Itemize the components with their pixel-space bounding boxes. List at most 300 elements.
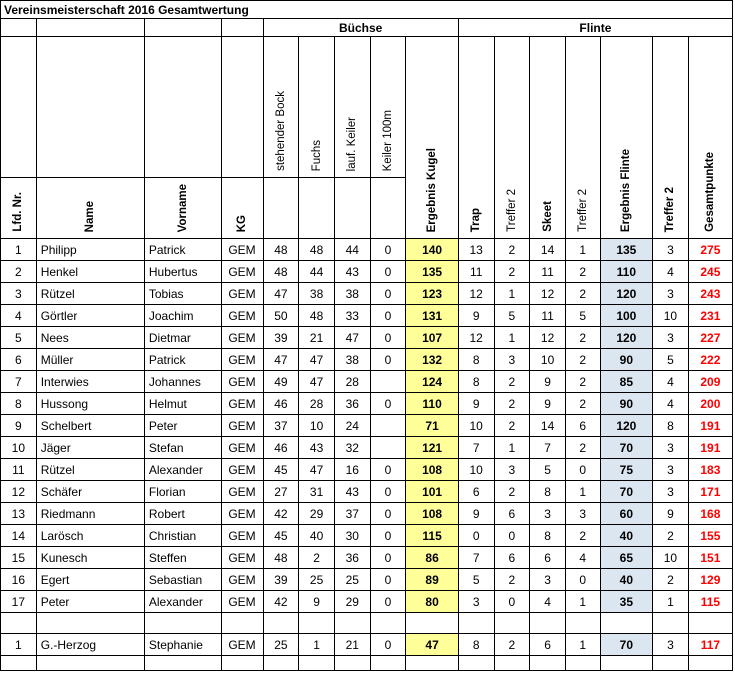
cell-gesamtpunkte: 155 <box>688 525 732 547</box>
header-ergebnis-flinte: Ergebnis Flinte <box>600 37 653 239</box>
cell-name: Jäger <box>36 437 144 459</box>
cell-treffer2-flinte: 3 <box>653 283 689 305</box>
cell-ergebnis-flinte: 40 <box>600 525 653 547</box>
cell-trap: 13 <box>458 239 494 261</box>
cell-treffer2-skeet: 1 <box>565 239 600 261</box>
cell-keiler-100m: 0 <box>370 305 406 327</box>
cell-lfd-nr: 7 <box>1 371 37 393</box>
cell-fuchs: 28 <box>299 393 335 415</box>
cell-ergebnis-flinte: 60 <box>600 503 653 525</box>
cell-lfd-nr: 12 <box>1 481 37 503</box>
cell-gesamtpunkte: 191 <box>688 437 732 459</box>
cell-stehender-bock: 39 <box>263 327 299 349</box>
cell-skeet: 11 <box>530 305 566 327</box>
cell-treffer2-flinte: 10 <box>653 305 689 327</box>
cell-ergebnis-kugel: 131 <box>406 305 459 327</box>
cell-treffer2-trap: 3 <box>494 459 530 481</box>
cell-treffer2-trap: 6 <box>494 547 530 569</box>
header-stehender-bock: stehender Bock <box>263 37 299 178</box>
cell-lauf-keiler: 36 <box>334 547 370 569</box>
cell-treffer2-trap: 1 <box>494 327 530 349</box>
cell-ergebnis-flinte: 65 <box>600 547 653 569</box>
cell-treffer2-skeet: 5 <box>565 305 600 327</box>
cell-ergebnis-kugel: 101 <box>406 481 459 503</box>
cell-ergebnis-kugel: 108 <box>406 503 459 525</box>
cell-treffer2-skeet: 6 <box>565 415 600 437</box>
cell-lauf-keiler: 43 <box>334 481 370 503</box>
table-row <box>1 283 733 305</box>
cell-skeet: 12 <box>530 327 566 349</box>
cell-name: Nees <box>36 327 144 349</box>
cell-ergebnis-kugel: 89 <box>406 569 459 591</box>
cell-treffer2-trap: 3 <box>494 349 530 371</box>
cell-keiler-100m: 0 <box>370 591 406 613</box>
cell-skeet: 6 <box>530 634 566 656</box>
cell-lfd-nr: 6 <box>1 349 37 371</box>
cell-keiler-100m: 0 <box>370 634 406 656</box>
cell-ergebnis-flinte: 120 <box>600 415 653 437</box>
cell-lauf-keiler: 37 <box>334 503 370 525</box>
cell-trap: 9 <box>458 503 494 525</box>
cell-name: Schelbert <box>36 415 144 437</box>
cell-keiler-100m: 0 <box>370 261 406 283</box>
cell-trap: 11 <box>458 261 494 283</box>
cell-stehender-bock: 48 <box>263 547 299 569</box>
cell-gesamtpunkte: 117 <box>688 634 732 656</box>
cell-lfd-nr: 8 <box>1 393 37 415</box>
cell-kg: GEM <box>221 239 263 261</box>
cell-gesamtpunkte: 222 <box>688 349 732 371</box>
cell-treffer2-flinte: 2 <box>653 569 689 591</box>
table-row <box>1 569 733 591</box>
cell-name: Interwies <box>36 371 144 393</box>
cell-keiler-100m: 0 <box>370 525 406 547</box>
cell-trap: 0 <box>458 525 494 547</box>
cell-keiler-100m <box>370 371 406 393</box>
cell-vorname: Helmut <box>144 393 221 415</box>
cell-lfd-nr: 1 <box>1 634 37 656</box>
cell-ergebnis-kugel: 86 <box>406 547 459 569</box>
cell-lfd-nr: 2 <box>1 261 37 283</box>
cell-treffer2-flinte: 3 <box>653 437 689 459</box>
cell-kg: GEM <box>221 481 263 503</box>
cell-stehender-bock: 27 <box>263 481 299 503</box>
cell-vorname: Sebastian <box>144 569 221 591</box>
header-vorname: Vorname <box>144 178 221 239</box>
cell-vorname: Alexander <box>144 459 221 481</box>
cell-treffer2-trap: 2 <box>494 239 530 261</box>
cell-name: Peter <box>36 591 144 613</box>
cell-treffer2-skeet: 2 <box>565 327 600 349</box>
cell-name: Egert <box>36 569 144 591</box>
cell-stehender-bock: 48 <box>263 261 299 283</box>
cell-skeet: 8 <box>530 481 566 503</box>
cell-vorname: Tobias <box>144 283 221 305</box>
cell-fuchs: 40 <box>299 525 335 547</box>
table-row <box>1 261 733 283</box>
cell-kg: GEM <box>221 305 263 327</box>
cell-treffer2-skeet: 2 <box>565 525 600 547</box>
cell-treffer2-flinte: 3 <box>653 481 689 503</box>
cell-stehender-bock: 42 <box>263 591 299 613</box>
cell-treffer2-trap: 2 <box>494 261 530 283</box>
cell-fuchs: 47 <box>299 371 335 393</box>
cell-ergebnis-kugel: 108 <box>406 459 459 481</box>
cell-name: Müller <box>36 349 144 371</box>
cell-gesamtpunkte: 200 <box>688 393 732 415</box>
cell-lfd-nr: 10 <box>1 437 37 459</box>
cell-treffer2-flinte: 9 <box>653 503 689 525</box>
cell-lfd-nr: 11 <box>1 459 37 481</box>
table-row <box>1 415 733 437</box>
cell-treffer2-trap: 2 <box>494 634 530 656</box>
cell-stehender-bock: 47 <box>263 283 299 305</box>
cell-ergebnis-flinte: 120 <box>600 327 653 349</box>
cell-ergebnis-flinte: 110 <box>600 261 653 283</box>
cell-keiler-100m: 0 <box>370 349 406 371</box>
footer-row <box>1 656 733 671</box>
cell-fuchs: 10 <box>299 415 335 437</box>
cell-treffer2-skeet: 2 <box>565 349 600 371</box>
cell-name: Philipp <box>36 239 144 261</box>
header-skeet: Skeet <box>530 37 566 239</box>
cell-lauf-keiler: 36 <box>334 393 370 415</box>
cell-ergebnis-kugel: 121 <box>406 437 459 459</box>
cell-ergebnis-kugel: 115 <box>406 525 459 547</box>
cell-keiler-100m: 0 <box>370 481 406 503</box>
cell-name: Görtler <box>36 305 144 327</box>
cell-stehender-bock: 50 <box>263 305 299 327</box>
cell-treffer2-flinte: 1 <box>653 591 689 613</box>
cell-vorname: Patrick <box>144 239 221 261</box>
cell-lfd-nr: 13 <box>1 503 37 525</box>
cell-treffer2-skeet: 2 <box>565 371 600 393</box>
cell-lfd-nr: 9 <box>1 415 37 437</box>
cell-lauf-keiler: 38 <box>334 349 370 371</box>
cell-kg: GEM <box>221 261 263 283</box>
cell-lauf-keiler: 29 <box>334 591 370 613</box>
cell-lfd-nr: 15 <box>1 547 37 569</box>
table-row <box>1 459 733 481</box>
cell-fuchs: 21 <box>299 327 335 349</box>
cell-treffer2-trap: 2 <box>494 371 530 393</box>
cell-vorname: Alexander <box>144 591 221 613</box>
cell-keiler-100m: 0 <box>370 459 406 481</box>
cell-treffer2-trap: 1 <box>494 437 530 459</box>
cell-stehender-bock: 25 <box>263 634 299 656</box>
cell-treffer2-trap: 2 <box>494 393 530 415</box>
cell-kg: GEM <box>221 283 263 305</box>
cell-trap: 10 <box>458 415 494 437</box>
table-row <box>1 503 733 525</box>
cell-trap: 12 <box>458 283 494 305</box>
cell-gesamtpunkte: 191 <box>688 415 732 437</box>
cell-stehender-bock: 49 <box>263 371 299 393</box>
cell-trap: 9 <box>458 393 494 415</box>
cell-keiler-100m <box>370 415 406 437</box>
cell-vorname: Florian <box>144 481 221 503</box>
cell-stehender-bock: 42 <box>263 503 299 525</box>
cell-skeet: 7 <box>530 437 566 459</box>
cell-treffer2-skeet: 2 <box>565 283 600 305</box>
cell-skeet: 12 <box>530 283 566 305</box>
cell-fuchs: 43 <box>299 437 335 459</box>
cell-fuchs: 2 <box>299 547 335 569</box>
header-ergebnis-kugel: Ergebnis Kugel <box>406 37 459 239</box>
cell-lauf-keiler: 32 <box>334 437 370 459</box>
cell-stehender-bock: 48 <box>263 239 299 261</box>
cell-fuchs: 44 <box>299 261 335 283</box>
cell-trap: 10 <box>458 459 494 481</box>
cell-treffer2-flinte: 3 <box>653 459 689 481</box>
cell-treffer2-trap: 6 <box>494 503 530 525</box>
cell-lfd-nr: 5 <box>1 327 37 349</box>
cell-keiler-100m: 0 <box>370 547 406 569</box>
cell-treffer2-flinte: 4 <box>653 261 689 283</box>
cell-kg: GEM <box>221 415 263 437</box>
cell-treffer2-trap: 2 <box>494 415 530 437</box>
cell-fuchs: 25 <box>299 569 335 591</box>
cell-lfd-nr: 14 <box>1 525 37 547</box>
cell-vorname: Steffen <box>144 547 221 569</box>
cell-stehender-bock: 45 <box>263 525 299 547</box>
cell-lauf-keiler: 47 <box>334 327 370 349</box>
cell-trap: 3 <box>458 591 494 613</box>
cell-vorname: Robert <box>144 503 221 525</box>
cell-vorname: Stephanie <box>144 634 221 656</box>
cell-trap: 8 <box>458 371 494 393</box>
cell-keiler-100m: 0 <box>370 239 406 261</box>
cell-treffer2-trap: 2 <box>494 569 530 591</box>
cell-keiler-100m: 0 <box>370 393 406 415</box>
cell-gesamtpunkte: 209 <box>688 371 732 393</box>
cell-fuchs: 38 <box>299 283 335 305</box>
cell-ergebnis-flinte: 90 <box>600 393 653 415</box>
table-row <box>1 327 733 349</box>
cell-kg: GEM <box>221 393 263 415</box>
table-row <box>1 525 733 547</box>
cell-vorname: Stefan <box>144 437 221 459</box>
cell-fuchs: 1 <box>299 634 335 656</box>
separator-row <box>1 613 733 634</box>
header-keiler-100m: Keiler 100m <box>370 37 406 178</box>
cell-ergebnis-kugel: 80 <box>406 591 459 613</box>
cell-kg: GEM <box>221 327 263 349</box>
cell-gesamtpunkte: 151 <box>688 547 732 569</box>
cell-ergebnis-flinte: 135 <box>600 239 653 261</box>
cell-treffer2-skeet: 0 <box>565 459 600 481</box>
cell-lauf-keiler: 43 <box>334 261 370 283</box>
cell-kg: GEM <box>221 349 263 371</box>
cell-stehender-bock: 47 <box>263 349 299 371</box>
cell-trap: 5 <box>458 569 494 591</box>
cell-ergebnis-kugel: 124 <box>406 371 459 393</box>
header-treffer2-skeet: Treffer 2 <box>565 37 600 239</box>
cell-lfd-nr: 17 <box>1 591 37 613</box>
cell-vorname: Joachim <box>144 305 221 327</box>
cell-ergebnis-kugel: 132 <box>406 349 459 371</box>
cell-vorname: Patrick <box>144 349 221 371</box>
cell-ergebnis-kugel: 107 <box>406 327 459 349</box>
cell-treffer2-flinte: 3 <box>653 327 689 349</box>
cell-stehender-bock: 45 <box>263 459 299 481</box>
cell-kg: GEM <box>221 591 263 613</box>
cell-skeet: 3 <box>530 569 566 591</box>
cell-treffer2-skeet: 1 <box>565 481 600 503</box>
cell-ergebnis-flinte: 70 <box>600 481 653 503</box>
cell-treffer2-flinte: 8 <box>653 415 689 437</box>
cell-name: Schäfer <box>36 481 144 503</box>
cell-vorname: Christian <box>144 525 221 547</box>
cell-gesamtpunkte: 275 <box>688 239 732 261</box>
cell-fuchs: 47 <box>299 349 335 371</box>
cell-gesamtpunkte: 183 <box>688 459 732 481</box>
cell-skeet: 8 <box>530 525 566 547</box>
cell-gesamtpunkte: 129 <box>688 569 732 591</box>
header-lfd-nr: Lfd. Nr. <box>1 178 37 239</box>
cell-ergebnis-flinte: 100 <box>600 305 653 327</box>
table-row <box>1 371 733 393</box>
cell-name: Hussong <box>36 393 144 415</box>
cell-lauf-keiler: 24 <box>334 415 370 437</box>
table-row <box>1 591 733 613</box>
cell-treffer2-trap: 2 <box>494 481 530 503</box>
cell-treffer2-flinte: 2 <box>653 525 689 547</box>
cell-skeet: 11 <box>530 261 566 283</box>
cell-keiler-100m: 0 <box>370 327 406 349</box>
table-row <box>1 239 733 261</box>
cell-fuchs: 9 <box>299 591 335 613</box>
cell-stehender-bock: 46 <box>263 437 299 459</box>
cell-ergebnis-flinte: 120 <box>600 283 653 305</box>
cell-treffer2-flinte: 10 <box>653 547 689 569</box>
header-lauf-keiler: lauf. Keiler <box>334 37 370 178</box>
cell-trap: 6 <box>458 481 494 503</box>
header-name: Name <box>36 178 144 239</box>
cell-lauf-keiler: 21 <box>334 634 370 656</box>
cell-skeet: 9 <box>530 371 566 393</box>
cell-lauf-keiler: 28 <box>334 371 370 393</box>
header-kg: KG <box>221 178 263 239</box>
cell-keiler-100m: 0 <box>370 283 406 305</box>
cell-treffer2-flinte: 4 <box>653 371 689 393</box>
cell-keiler-100m: 0 <box>370 569 406 591</box>
cell-treffer2-skeet: 2 <box>565 393 600 415</box>
table-row <box>1 547 733 569</box>
table-row <box>1 349 733 371</box>
cell-ergebnis-kugel: 135 <box>406 261 459 283</box>
cell-name: Rützel <box>36 459 144 481</box>
cell-lauf-keiler: 30 <box>334 525 370 547</box>
cell-ergebnis-flinte: 35 <box>600 591 653 613</box>
cell-gesamtpunkte: 243 <box>688 283 732 305</box>
header-treffer2-flinte: Treffer 2 <box>653 37 689 239</box>
table-row <box>1 481 733 503</box>
cell-lfd-nr: 3 <box>1 283 37 305</box>
table-row <box>1 437 733 459</box>
cell-ergebnis-kugel: 47 <box>406 634 459 656</box>
cell-ergebnis-kugel: 140 <box>406 239 459 261</box>
group-buechse: Büchse <box>263 19 458 37</box>
cell-skeet: 10 <box>530 349 566 371</box>
cell-treffer2-skeet: 2 <box>565 261 600 283</box>
cell-lfd-nr: 1 <box>1 239 37 261</box>
group-flinte: Flinte <box>458 19 732 37</box>
cell-name: Rützel <box>36 283 144 305</box>
cell-trap: 12 <box>458 327 494 349</box>
header-fuchs: Fuchs <box>299 37 335 178</box>
cell-trap: 7 <box>458 547 494 569</box>
cell-trap: 8 <box>458 349 494 371</box>
cell-keiler-100m: 0 <box>370 503 406 525</box>
header-gesamtpunkte: Gesamtpunkte <box>688 37 732 239</box>
cell-kg: GEM <box>221 569 263 591</box>
cell-name: Kunesch <box>36 547 144 569</box>
cell-skeet: 14 <box>530 239 566 261</box>
cell-lfd-nr: 4 <box>1 305 37 327</box>
cell-kg: GEM <box>221 547 263 569</box>
table-row-extra <box>1 634 733 656</box>
cell-fuchs: 29 <box>299 503 335 525</box>
cell-gesamtpunkte: 227 <box>688 327 732 349</box>
cell-fuchs: 47 <box>299 459 335 481</box>
header-treffer2-trap: Treffer 2 <box>494 37 530 239</box>
cell-treffer2-skeet: 1 <box>565 591 600 613</box>
cell-ergebnis-kugel: 110 <box>406 393 459 415</box>
cell-stehender-bock: 37 <box>263 415 299 437</box>
cell-ergebnis-flinte: 75 <box>600 459 653 481</box>
cell-gesamtpunkte: 115 <box>688 591 732 613</box>
cell-treffer2-flinte: 3 <box>653 634 689 656</box>
cell-treffer2-trap: 0 <box>494 591 530 613</box>
cell-kg: GEM <box>221 437 263 459</box>
cell-kg: GEM <box>221 634 263 656</box>
cell-treffer2-flinte: 5 <box>653 349 689 371</box>
cell-skeet: 9 <box>530 393 566 415</box>
cell-ergebnis-kugel: 123 <box>406 283 459 305</box>
cell-kg: GEM <box>221 503 263 525</box>
cell-treffer2-flinte: 4 <box>653 393 689 415</box>
header-trap: Trap <box>458 37 494 239</box>
cell-kg: GEM <box>221 525 263 547</box>
cell-trap: 8 <box>458 634 494 656</box>
cell-lauf-keiler: 38 <box>334 283 370 305</box>
cell-treffer2-skeet: 0 <box>565 569 600 591</box>
cell-skeet: 4 <box>530 591 566 613</box>
cell-lauf-keiler: 44 <box>334 239 370 261</box>
cell-kg: GEM <box>221 459 263 481</box>
table-row <box>1 305 733 327</box>
cell-ergebnis-flinte: 90 <box>600 349 653 371</box>
cell-stehender-bock: 46 <box>263 393 299 415</box>
cell-gesamtpunkte: 245 <box>688 261 732 283</box>
cell-treffer2-flinte: 3 <box>653 239 689 261</box>
cell-ergebnis-flinte: 85 <box>600 371 653 393</box>
cell-lauf-keiler: 16 <box>334 459 370 481</box>
cell-fuchs: 31 <box>299 481 335 503</box>
cell-treffer2-skeet: 1 <box>565 634 600 656</box>
cell-skeet: 14 <box>530 415 566 437</box>
cell-name: Henkel <box>36 261 144 283</box>
cell-trap: 9 <box>458 305 494 327</box>
cell-fuchs: 48 <box>299 239 335 261</box>
cell-vorname: Hubertus <box>144 261 221 283</box>
cell-treffer2-skeet: 3 <box>565 503 600 525</box>
cell-skeet: 6 <box>530 547 566 569</box>
cell-ergebnis-kugel: 71 <box>406 415 459 437</box>
cell-vorname: Johannes <box>144 371 221 393</box>
cell-name: Riedmann <box>36 503 144 525</box>
